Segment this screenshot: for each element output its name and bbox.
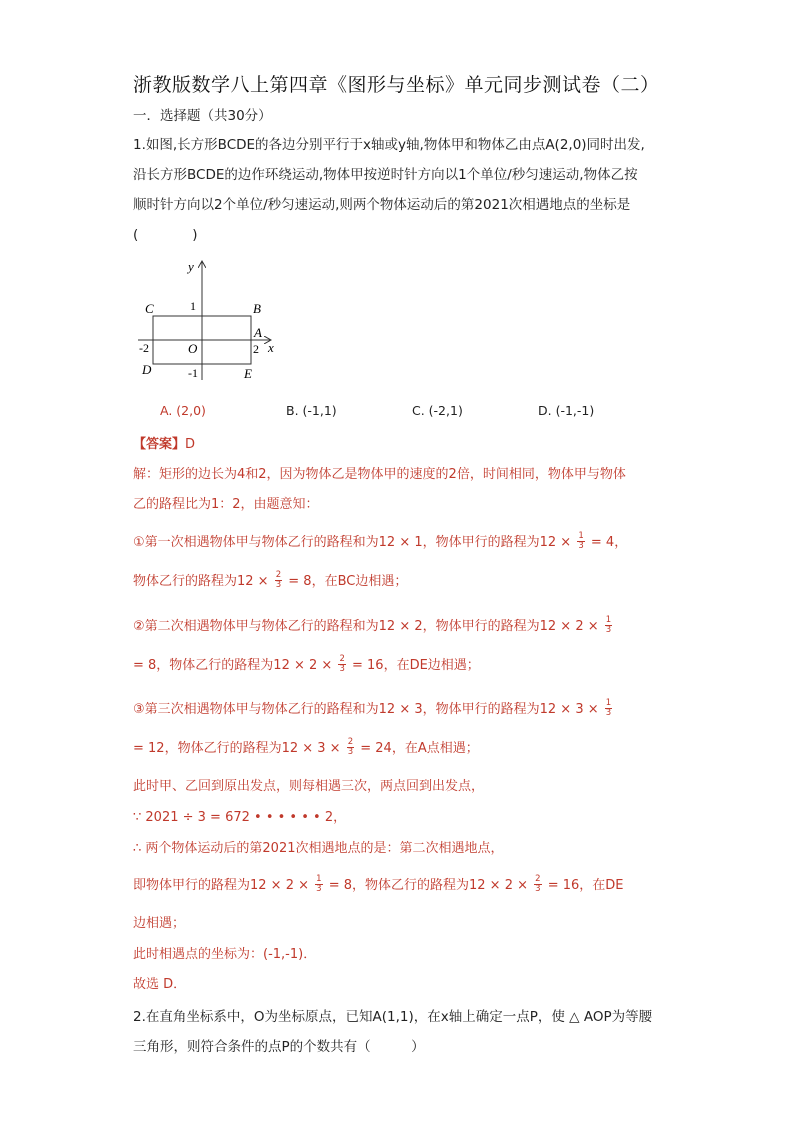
solution-line-9: 此时甲、乙回到原出发点，则每相遇三次，两点回到出发点， xyxy=(133,779,485,794)
coordinate-figure xyxy=(130,255,290,390)
fraction-two-thirds: $\frac{2}{3}$ xyxy=(535,874,541,894)
label-neg1: -1 xyxy=(188,366,198,380)
solution-line-13: 边相遇； xyxy=(133,916,186,931)
solution-line-11: ∴ 两个物体运动后的第2021次相遇地点的是：第二次相遇地点， xyxy=(133,841,504,856)
solution-line-8 xyxy=(133,737,479,758)
solution-text: = 24，在A点相遇； xyxy=(360,741,479,756)
solution-text: ③第三次相遇物体甲与物体乙行的路程和为12 × 3，物体甲行的路程为12 × 3 × xyxy=(133,702,599,717)
label-neg2: -2 xyxy=(139,341,149,355)
solution-text: = 12，物体乙行的路程为12 × 3 × xyxy=(133,741,341,756)
page-title: 浙教版数学八上第四章《图形与坐标》单元同步测试卷（二） xyxy=(133,74,660,96)
answer-label: 【答案】 xyxy=(133,437,186,452)
fraction-one-third: $\frac{1}{3}$ xyxy=(578,531,584,551)
q1-line-4: ( ) xyxy=(133,227,198,243)
section-heading: 一．选择题（共30分） xyxy=(133,108,272,124)
label-o: O xyxy=(188,341,198,356)
option-a: A. (2,0) xyxy=(160,403,206,418)
q1-line-2: 沿长方形BCDE的边作环绕运动,物体甲按逆时针方向以1个单位/秒匀速运动,物体乙按 xyxy=(133,167,638,183)
option-b: B. (-1,1) xyxy=(286,403,337,418)
label-x: x xyxy=(268,340,274,355)
solution-line-12 xyxy=(133,874,624,895)
solution-line-5 xyxy=(133,615,614,636)
solution-line-10: ∵ 2021 ÷ 3 = 672 • • • • • • 2， xyxy=(133,810,347,825)
solution-line-3 xyxy=(133,531,627,552)
fraction-two-thirds: $\frac{2}{3}$ xyxy=(339,654,345,674)
label-y: y xyxy=(188,259,194,274)
solution-text: ①第一次相遇物体甲与物体乙行的路程和为12 × 1，物体甲行的路程为12 × xyxy=(133,535,572,550)
fraction-one-third: $\frac{1}{3}$ xyxy=(316,874,322,894)
solution-line-1: 解：矩形的边长为4和2，因为物体乙是物体甲的速度的2倍，时间相同，物体甲与物体 xyxy=(133,467,626,482)
label-e: E xyxy=(244,366,252,381)
solution-text: = 4， xyxy=(590,535,628,550)
solution-text: = 16，在DE xyxy=(547,878,624,893)
solution-line-2: 乙的路程比为1：2，由题意知： xyxy=(133,497,319,512)
solution-text: = 8，物体乙行的路程为12 × 2 × xyxy=(328,878,528,893)
label-a: A xyxy=(254,325,262,340)
q1-line-3: 顺时针方向以2个单位/秒匀速运动,则两个物体运动后的第2021次相遇地点的坐标是 xyxy=(133,197,631,213)
q2-line-2: 三角形，则符合条件的点P的个数共有（ ） xyxy=(133,1039,425,1055)
label-b: B xyxy=(253,301,261,316)
fraction-one-third: $\frac{1}{3}$ xyxy=(605,615,612,635)
solution-line-6 xyxy=(133,654,480,675)
fraction-two-thirds: $\frac{2}{3}$ xyxy=(347,737,354,757)
fraction-one-third: $\frac{1}{3}$ xyxy=(605,698,612,718)
solution-text: = 16，在DE边相遇； xyxy=(352,658,480,673)
label-1: 1 xyxy=(190,299,196,313)
solution-line-15: 故选 D． xyxy=(133,977,187,992)
answer-line xyxy=(133,433,195,452)
solution-line-14: 此时相遇点的坐标为：(-1,-1)． xyxy=(133,947,317,962)
label-2: 2 xyxy=(253,342,259,356)
label-c: C xyxy=(145,301,154,316)
option-d: D. (-1,-1) xyxy=(538,403,595,418)
q2-line-1: 2.在直角坐标系中，O为坐标原点，已知A(1,1)，在x轴上确定一点P，使 △ AOP为等腰 xyxy=(133,1009,653,1025)
label-d: D xyxy=(142,362,152,377)
answer-value: D xyxy=(185,437,196,452)
solution-line-4 xyxy=(133,570,407,591)
solution-text: ②第二次相遇物体甲与物体乙行的路程和为12 × 2，物体甲行的路程为12 × 2 × xyxy=(133,619,599,634)
solution-text: 即物体甲行的路程为12 × 2 × xyxy=(133,878,309,893)
fraction-two-thirds: $\frac{2}{3}$ xyxy=(275,570,282,590)
option-c: C. (-2,1) xyxy=(412,403,463,418)
solution-line-7 xyxy=(133,698,614,719)
q1-line-1: 1.如图,长方形BCDE的各边分别平行于x轴或y轴,物体甲和物体乙由点A(2,0)同时出发, xyxy=(133,137,645,153)
solution-text: 物体乙行的路程为12 × xyxy=(133,574,269,589)
solution-text: = 8，物体乙行的路程为12 × 2 × xyxy=(133,658,333,673)
solution-text: = 8，在BC边相遇； xyxy=(288,574,408,589)
